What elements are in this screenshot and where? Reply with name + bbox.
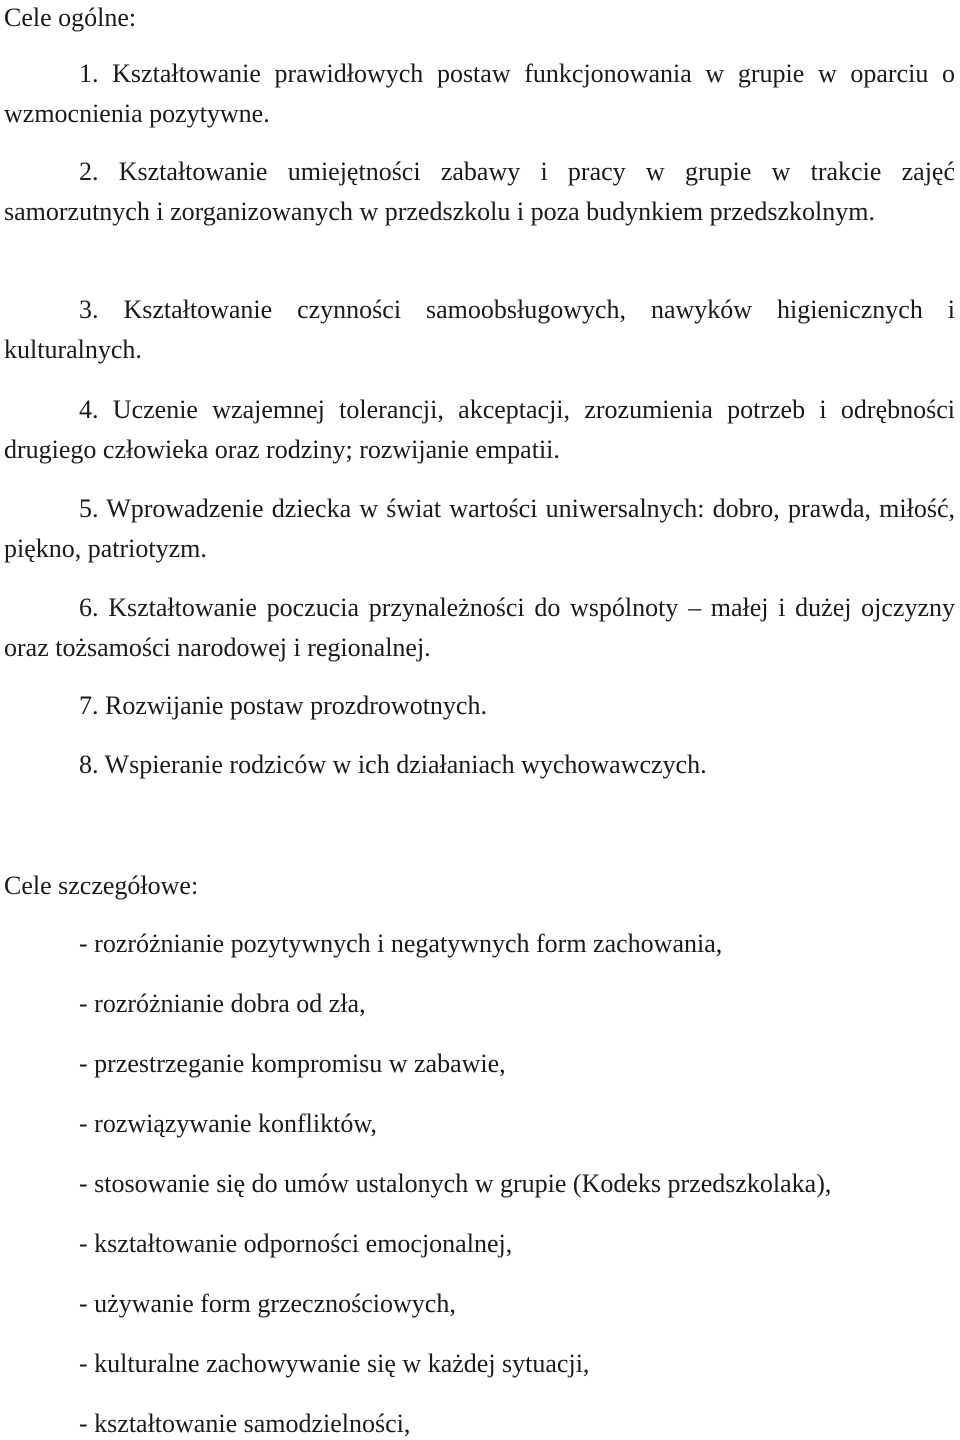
detailed-goal-item: - przestrzeganie kompromisu w zabawie, bbox=[79, 1049, 506, 1078]
general-goal-item: 6. Kształtowanie poczucia przynależności do wspólnoty – małej i dużej ojczyzny oraz tożsamości narodowej i regionalnej. bbox=[4, 593, 955, 662]
general-goal-item: 2. Kształtowanie umiejętności zabawy i pracy w grupie w trakcie zajęć samorzutnych i zorganizowanych w przedszkolu i poza budynkiem przedszkolnym. bbox=[4, 157, 955, 226]
detailed-goal-item: - rozwiązywanie konfliktów, bbox=[79, 1109, 377, 1138]
detailed-goal-item: - rozróżnianie dobra od zła, bbox=[79, 989, 366, 1018]
general-goal-item: 7. Rozwijanie postaw prozdrowotnych. bbox=[79, 691, 487, 720]
general-goal-item: 1. Kształtowanie prawidłowych postaw funkcjonowania w grupie w oparciu o wzmocnienia pozytywne. bbox=[4, 59, 955, 128]
detailed-goal-item: - kształtowanie odporności emocjonalnej, bbox=[79, 1229, 513, 1258]
general-goals-heading: Cele ogólne: bbox=[4, 3, 137, 32]
general-goal-item: 4. Uczenie wzajemnej tolerancji, akceptacji, zrozumienia potrzeb i odrębności drugiego człowieka oraz rodziny; rozwijanie empatii. bbox=[4, 395, 955, 464]
detailed-goal-item: - rozróżnianie pozytywnych i negatywnych form zachowania, bbox=[79, 929, 723, 958]
general-goal-item: 3. Kształtowanie czynności samoobsługowych, nawyków higienicznych i kulturalnych. bbox=[4, 295, 955, 364]
detailed-goal-item: - używanie form grzecznościowych, bbox=[79, 1289, 456, 1318]
detailed-goals-heading: Cele szczegółowe: bbox=[4, 871, 199, 900]
detailed-goal-item: - kulturalne zachowywanie się w każdej sytuacji, bbox=[79, 1349, 590, 1378]
general-goal-item: 8. Wspieranie rodziców w ich działaniach wychowawczych. bbox=[79, 750, 707, 779]
detailed-goal-item: - kształtowanie samodzielności, bbox=[79, 1409, 411, 1438]
general-goal-item: 5. Wprowadzenie dziecka w świat wartości uniwersalnych: dobro, prawda, miłość, piękno, patriotyzm. bbox=[4, 494, 955, 563]
detailed-goal-item: - stosowanie się do umów ustalonych w grupie (Kodeks przedszkolaka), bbox=[79, 1169, 832, 1198]
